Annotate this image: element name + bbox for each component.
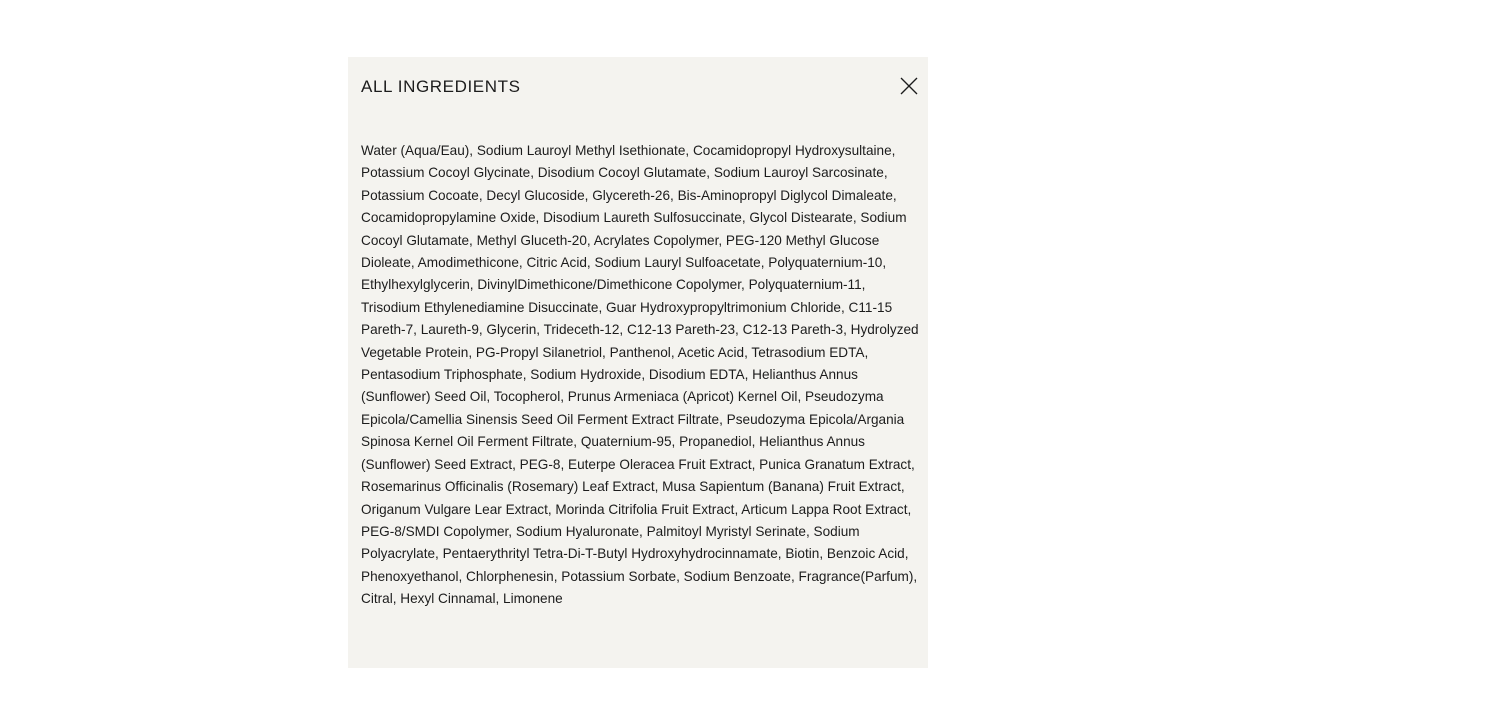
ingredients-modal [348, 57, 928, 668]
ingredients-list-text: Water (Aqua/Eau), Sodium Lauroyl Methyl Isethionate, Cocamidopropyl Hydroxysultaine, Potassium Cocoyl Glycinate, Disodium Cocoyl Glutamate, Sodium Lauroyl Sarcosinate, Potassium Cocoate, Decyl Glucoside, Glycereth-26, Bis-Aminopropyl Diglycol Dimaleate, Cocamidopropylamine Oxide, Disodium Laureth Sulfosuccinate, Glycol Distearate, Sodium Cocoyl Glutamate, Methyl Gluceth-20, Acrylates Copolymer, PEG-120 Methyl Glucose Dioleate, Amodimethicone, Citric Acid, Sodium Lauryl Sulfoacetate, Polyquaternium-10, Ethylhexylglycerin, DivinylDimethicone/Dimethicone Copolymer, Polyquaternium-11, Trisodium Ethylenediamine Disuccinate, Guar Hydroxypropyltrimonium Chloride, C11-15 Pareth-7, Laureth-9, Glycerin, Trideceth-12, C12-13 Pareth-23, C12-13 Pareth-3, Hydrolyzed Vegetable Protein, PG-Propyl Silanetriol, Panthenol, Acetic Acid, Tetrasodium EDTA, Pentasodium Triphosphate, Sodium Hydroxide, Disodium EDTA, Helianthus Annus (Sunflower) Seed Oil, Tocopherol, Prunus Armeniaca (Apricot) Kernel Oil, Pseudozyma Epicola/Camellia Sinensis Seed Oil Ferment Extract Filtrate, Pseudozyma Epicola/Argania Spinosa Kernel Oil Ferment Filtrate, Quaternium-95, Propanediol, Helianthus Annus (Sunflower) Seed Extract, PEG-8, Euterpe Oleracea Fruit Extract, Punica Granatum Extract, Rosemarinus Officinalis (Rosemary) Leaf Extract, Musa Sapientum (Banana) Fruit Extract, Origanum Vulgare Lear Extract, Morinda Citrifolia Fruit Extract, Articum Lappa Root Extract, PEG-8/SMDI Copolymer, Sodium Hyaluronate, Palmitoyl Myristyl Serinate, Sodium Polyacrylate, Pentaerythrityl Tetra-Di-T-Butyl Hydroxyhydrocinnamate, Biotin, Benzoic Acid, Phenoxyethanol, Chlorphenesin, Potassium Sorbate, Sodium Benzoate, Fragrance(Parfum), Citral, Hexyl Cinnamal, Limonene [361, 143, 919, 607]
close-button[interactable] [899, 76, 919, 96]
modal-title: ALL INGREDIENTS [361, 77, 521, 96]
close-icon [899, 76, 919, 96]
